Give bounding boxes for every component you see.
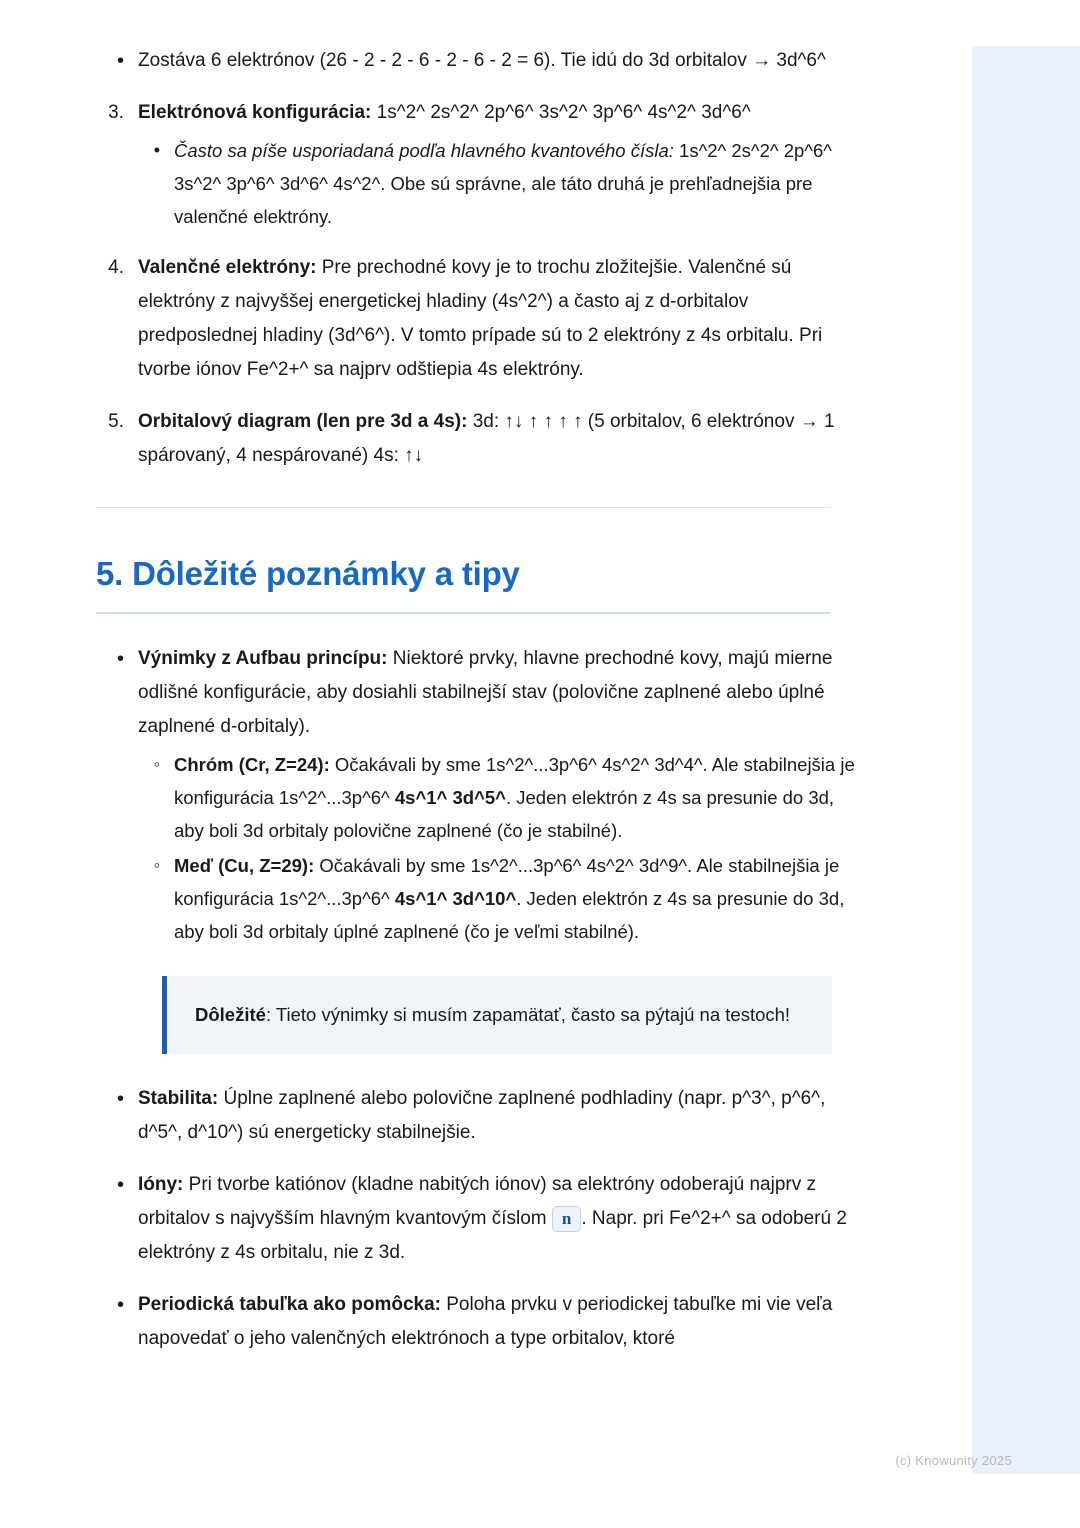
list-bullet-marker: • xyxy=(116,50,124,72)
list-item-body: Pre prechodné kovy je to trochu zložitejšie. Valenčné sú elektróny z najvyššej energetickej hladiny (4s^2^) a často aj z d-orbitalov predposlednej hladiny (3d^6^). V tomto prípade sú to 2 elektróny z 4s orbitalu. Pri tvorbe iónov Fe^2+^ sa najprv odštiepia 4s elektróny. xyxy=(138,257,823,380)
list-item xyxy=(96,96,856,233)
sub-bullet-marker: • xyxy=(153,140,160,160)
sub-item-label: Chróm (Cr, Z=24): xyxy=(174,754,330,775)
sub-bullet-marker: ◦ xyxy=(153,754,160,774)
list-item-label: Periodická tabuľka ako pomôcka: xyxy=(138,1294,441,1315)
callout-label: Dôležité xyxy=(195,1004,266,1025)
sub-list-item xyxy=(138,748,856,847)
sub-list-item xyxy=(138,849,856,948)
list-item-text xyxy=(138,642,856,948)
list-item-body: Úplne zaplnené alebo polovične zaplnené podhladiny (napr. p^3^, p^6^, d^5^, d^10^) sú energeticky stabilnejšie. xyxy=(138,1088,826,1143)
sub-item-body-1: Očakávali by sme 1s^2^...3p^6^ 4s^2^ 3d^4^. Ale stabilnejšia je konfigurácia 1s^2^...3p^6^ xyxy=(174,754,855,808)
section-heading: 5. Dôležité poznámky a tipy xyxy=(96,554,831,614)
quantum-number-chip: n xyxy=(552,1206,581,1232)
list-item-label: Orbitalový diagram (len pre 3d a 4s): xyxy=(138,411,468,432)
document-content xyxy=(96,44,856,1374)
list-item-label: Stabilita: xyxy=(138,1088,219,1109)
list-item-text xyxy=(138,1168,856,1270)
sub-item-italic-label: Často sa píše usporiadaná podľa hlavného kvantového čísla: xyxy=(174,140,674,161)
list-item xyxy=(96,1288,856,1356)
sub-item-body-2: . Jeden elektrón z 4s sa presunie do 3d, aby boli 3d orbitaly polovične zaplnené (čo je stabilné). xyxy=(174,787,835,841)
list-item-body-2: . Napr. pri Fe^2+^ sa odoberú 2 elektróny z 4s orbitalu, nie z 3d. xyxy=(138,1208,847,1263)
list-bullet-marker: • xyxy=(116,1088,124,1110)
list-item-label: Elektrónová konfigurácia: xyxy=(138,102,372,123)
page-side-rail xyxy=(972,46,1080,1474)
sub-item-bold-config: 4s^1^ 3d^10^ xyxy=(394,888,517,909)
sub-list-item-text xyxy=(174,748,856,847)
list-item-label: Valenčné elektróny: xyxy=(138,257,317,278)
important-callout xyxy=(162,976,832,1054)
list-item-text xyxy=(138,1288,856,1356)
sub-item-body-1: Očakávali by sme 1s^2^...3p^6^ 4s^2^ 3d^9^. Ale stabilnejšia je konfigurácia 1s^2^...3p^6^ xyxy=(174,855,840,909)
list-item xyxy=(96,1168,856,1270)
list-number-marker: 4. xyxy=(108,257,124,278)
sub-item-body: 1s^2^ 2s^2^ 2p^6^ 3s^2^ 3p^6^ 3d^6^ 4s^2^. Obe sú správne, ale táto druhá je prehľadnejšia pre valenčné elektróny. xyxy=(174,140,832,227)
list-item xyxy=(96,1082,856,1150)
sub-item-label: Meď (Cu, Z=29): xyxy=(174,855,315,876)
list-bullet-marker: • xyxy=(116,1174,124,1196)
sub-bullet-marker: ◦ xyxy=(153,855,160,875)
list-item-text xyxy=(138,251,856,387)
callout-text: : Tieto výnimky si musím zapamätať, často sa pýtajú na testoch! xyxy=(265,1004,791,1025)
list-item-body: Niektoré prvky, hlavne prechodné kovy, majú mierne odlišné konfigurácie, aby dosiahli stabilnejší stav (polovične zaplnené alebo úplné zaplnené d-orbitaly). xyxy=(138,648,833,737)
sub-list xyxy=(138,134,856,233)
sub-list xyxy=(138,748,856,948)
list-item-text xyxy=(138,96,856,233)
list-item-body: 3d: ↑↓ ↑ ↑ ↑ ↑ (5 orbitalov, 6 elektrónov → 1 spárovaný, 4 nespárované) 4s: ↑↓ xyxy=(138,411,835,466)
list-item-text xyxy=(138,405,856,473)
list-item-body: Poloha prvku v periodickej tabuľke mi vie veľa napovedať o jeho valenčných elektrónoch a type orbitalov, ktoré xyxy=(138,1294,833,1349)
sub-list-item xyxy=(138,134,856,233)
list-bullet-marker: • xyxy=(116,648,124,670)
list-item xyxy=(96,44,856,78)
list-item-body-1: Pri tvorbe katiónov (kladne nabitých iónov) sa elektróny odoberajú najprv z orbitalov s najvyšším hlavným kvantovým číslom xyxy=(138,1174,817,1229)
list-item xyxy=(96,251,856,387)
list-item-label: Ióny: xyxy=(138,1174,184,1195)
sub-list-item-text xyxy=(174,134,856,233)
notes-list-after-callout xyxy=(96,1082,856,1356)
list-item-body: 1s^2^ 2s^2^ 2p^6^ 3s^2^ 3p^6^ 4s^2^ 3d^6^ xyxy=(371,102,751,123)
list-bullet-marker: • xyxy=(116,1294,124,1316)
section-divider xyxy=(96,507,831,508)
list-item-text xyxy=(138,1082,856,1150)
list-number-marker: 5. xyxy=(108,411,124,432)
copyright-watermark: (c) Knowunity 2025 xyxy=(895,1453,1012,1468)
list-item xyxy=(96,405,856,473)
sub-item-body-2: . Jeden elektrón z 4s sa presunie do 3d, aby boli 3d orbitaly úplné zaplnené (čo je veľmi stabilné). xyxy=(174,888,845,942)
sub-item-bold-config: 4s^1^ 3d^5^ xyxy=(394,787,506,808)
sub-list-item-text xyxy=(174,849,856,948)
notes-list xyxy=(96,642,856,948)
list-number-marker: 3. xyxy=(108,102,124,123)
list-item-text: Zostáva 6 elektrónov (26 - 2 - 2 - 6 - 2 - 6 - 2 = 6). Tie idú do 3d orbitalov → 3d^6^ xyxy=(138,50,826,71)
list-item-label: Výnimky z Aufbau princípu: xyxy=(138,648,388,669)
list-item xyxy=(96,642,856,948)
